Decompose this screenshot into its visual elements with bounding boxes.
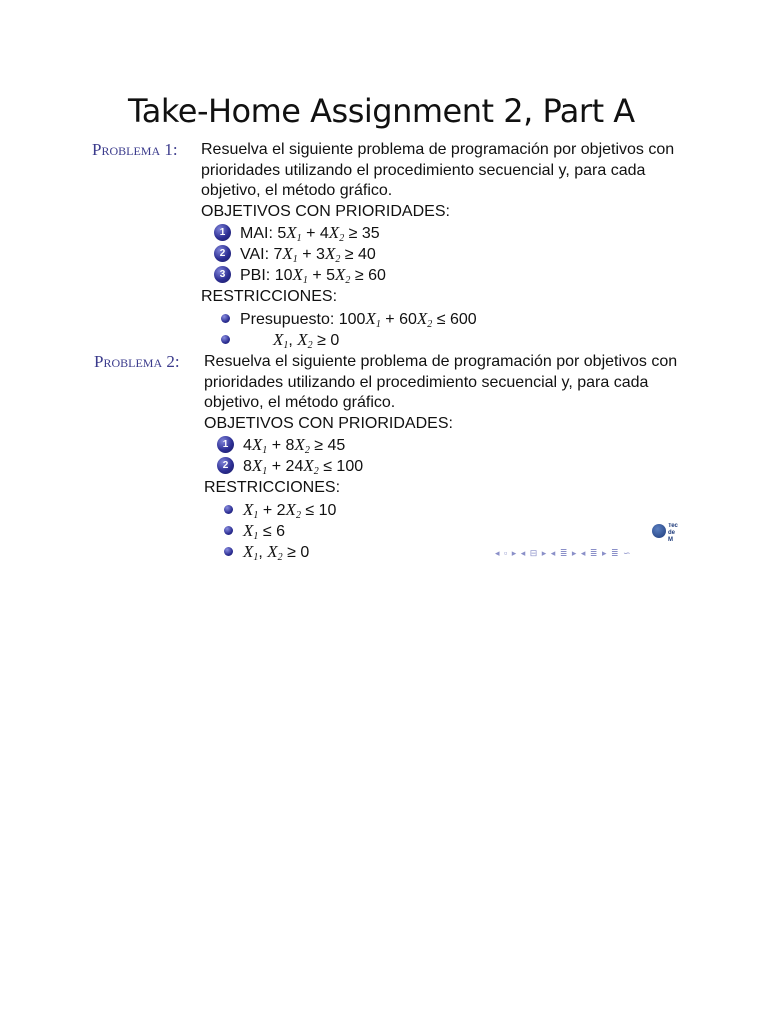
var-x1: $X_1$ <box>286 223 302 244</box>
var-x1: $X_1$ <box>243 541 259 563</box>
logo-text: Tec de M <box>668 523 678 543</box>
operator: + <box>385 310 395 328</box>
rhs: 10 <box>318 501 337 519</box>
coef: 4 <box>319 225 329 242</box>
number-badge-icon: 2 <box>214 245 231 262</box>
var-x1: $X_1$ <box>243 499 259 521</box>
bullet-icon <box>221 335 230 344</box>
operator: + <box>302 246 312 263</box>
rhs: 35 <box>361 225 380 242</box>
relation: ≤ <box>305 501 315 519</box>
objective-item <box>201 222 674 243</box>
objective-prefix: VAI: <box>240 246 274 263</box>
restriction-item: $X_1$, $X_2 \ge 0$ <box>204 541 677 562</box>
operator: + <box>271 437 282 454</box>
coef: 100 <box>338 310 366 328</box>
number-badge-icon: 2 <box>217 457 234 474</box>
var-x2: $X_2$ <box>335 265 351 286</box>
var-x1: $X_1$ <box>292 265 308 286</box>
problem-1-text-line: Resuelva el siguiente problema de programación por objetivos con <box>201 141 675 158</box>
institution-logo <box>652 523 682 541</box>
problem-2-text-line: objetivo, el método gráfico. <box>204 394 396 411</box>
bullet-icon <box>224 505 233 514</box>
restriction-prefix: Presupuesto: <box>240 310 339 328</box>
bullet-icon <box>224 547 233 556</box>
relation: ≥ <box>348 225 358 242</box>
relation: ≤ <box>262 522 272 540</box>
coef: 60 <box>399 310 417 328</box>
logo-emblem-icon <box>652 524 666 538</box>
relation: ≤ <box>323 458 332 475</box>
coef: 3 <box>316 246 325 263</box>
rhs: 40 <box>358 246 376 263</box>
var-x1: $X_1$ <box>251 435 268 456</box>
slide-navigation-bar[interactable]: ◂ ▫ ▸ ◂ ⊟ ▸ ◂ ≣ ▸ ◂ ≣ ▸ ≣ ∽ <box>495 548 632 558</box>
var-x1: $X_1$ <box>243 520 259 542</box>
coef: 8 <box>285 437 295 454</box>
rhs: 45 <box>327 437 346 454</box>
rhs: 60 <box>368 267 386 284</box>
number-badge-icon: 1 <box>214 224 231 241</box>
var-x2: $X_2$ <box>297 329 313 351</box>
var-x1: $X_1$ <box>273 329 289 351</box>
objective-item <box>204 455 677 476</box>
objective-item <box>201 264 674 285</box>
problem-1-label: Problema 1: <box>92 140 178 159</box>
coef: 7 <box>273 246 283 263</box>
coef: 8 <box>243 458 252 475</box>
var-x2: $X_2$ <box>285 499 301 521</box>
objectives-heading: OBJETIVOS CON PRIORIDADES: <box>201 202 450 220</box>
problem-2-body <box>204 352 677 562</box>
problem-1-text-line: objetivo, el método gráfico. <box>201 182 393 199</box>
bullet-icon <box>224 526 233 535</box>
rhs: 600 <box>449 310 477 328</box>
problem-2-label: Problema 2: <box>94 352 180 371</box>
coef: 5 <box>326 267 336 284</box>
relation: ≥ <box>317 331 326 349</box>
restrictions-heading: RESTRICCIONES: <box>204 479 341 496</box>
restrictions-heading: RESTRICCIONES: <box>201 288 338 305</box>
var-x2: $X_2$ <box>416 308 433 330</box>
var-x2: $X_2$ <box>324 244 341 265</box>
number-badge-icon: 3 <box>214 266 231 283</box>
restriction-item <box>204 520 677 541</box>
problem-2-text-line: prioridades utilizando el procedimiento secuencial y, para cada <box>204 373 649 391</box>
relation: ≥ <box>344 246 354 263</box>
restriction-item: $X_1$, $X_2 \ge 0$ <box>201 329 674 350</box>
var-x1: $X_1$ <box>282 244 298 265</box>
problem-1-text-line: prioridades utilizando el procedimiento secuencial y, para cada <box>201 161 646 179</box>
operator: + <box>271 458 282 475</box>
page-title: Take-Home Assignment 2, Part A <box>128 92 635 130</box>
var-x1: $X_1$ <box>365 308 381 330</box>
objective-prefix: PBI: <box>240 267 275 284</box>
relation: ≤ <box>436 310 446 328</box>
var-x1: $X_1$ <box>251 456 268 477</box>
var-x2: $X_2$ <box>267 541 283 563</box>
coef: 2 <box>276 501 286 519</box>
var-x2: $X_2$ <box>328 223 345 244</box>
relation: ≥ <box>314 437 324 454</box>
problem-2-text-line: Resuelva el siguiente problema de programación por objetivos con <box>204 353 678 370</box>
problem-1-body <box>201 140 674 350</box>
operator: + <box>262 501 273 519</box>
restriction-item <box>201 308 674 329</box>
operator: + <box>312 267 322 284</box>
objective-item <box>201 243 674 264</box>
number-badge-icon: 1 <box>217 436 234 453</box>
rhs: 0 <box>300 543 310 561</box>
coef: 24 <box>285 458 304 475</box>
rhs: 100 <box>336 458 364 475</box>
relation: ≥ <box>287 543 296 561</box>
var-x2: $X_2$ <box>294 435 310 456</box>
objectives-heading: OBJETIVOS CON PRIORIDADES: <box>204 414 453 432</box>
operator: + <box>306 225 316 242</box>
coef: 10 <box>274 267 293 284</box>
coef: 4 <box>243 437 252 454</box>
objective-item <box>204 434 677 455</box>
objective-prefix: MAI: <box>240 225 278 242</box>
rhs: 0 <box>330 331 340 349</box>
rhs: 6 <box>276 522 285 540</box>
relation: ≥ <box>354 267 364 284</box>
bullet-icon <box>221 314 230 323</box>
restriction-item <box>204 499 677 520</box>
var-x2: $X_2$ <box>303 456 319 477</box>
coef: 5 <box>277 225 287 242</box>
